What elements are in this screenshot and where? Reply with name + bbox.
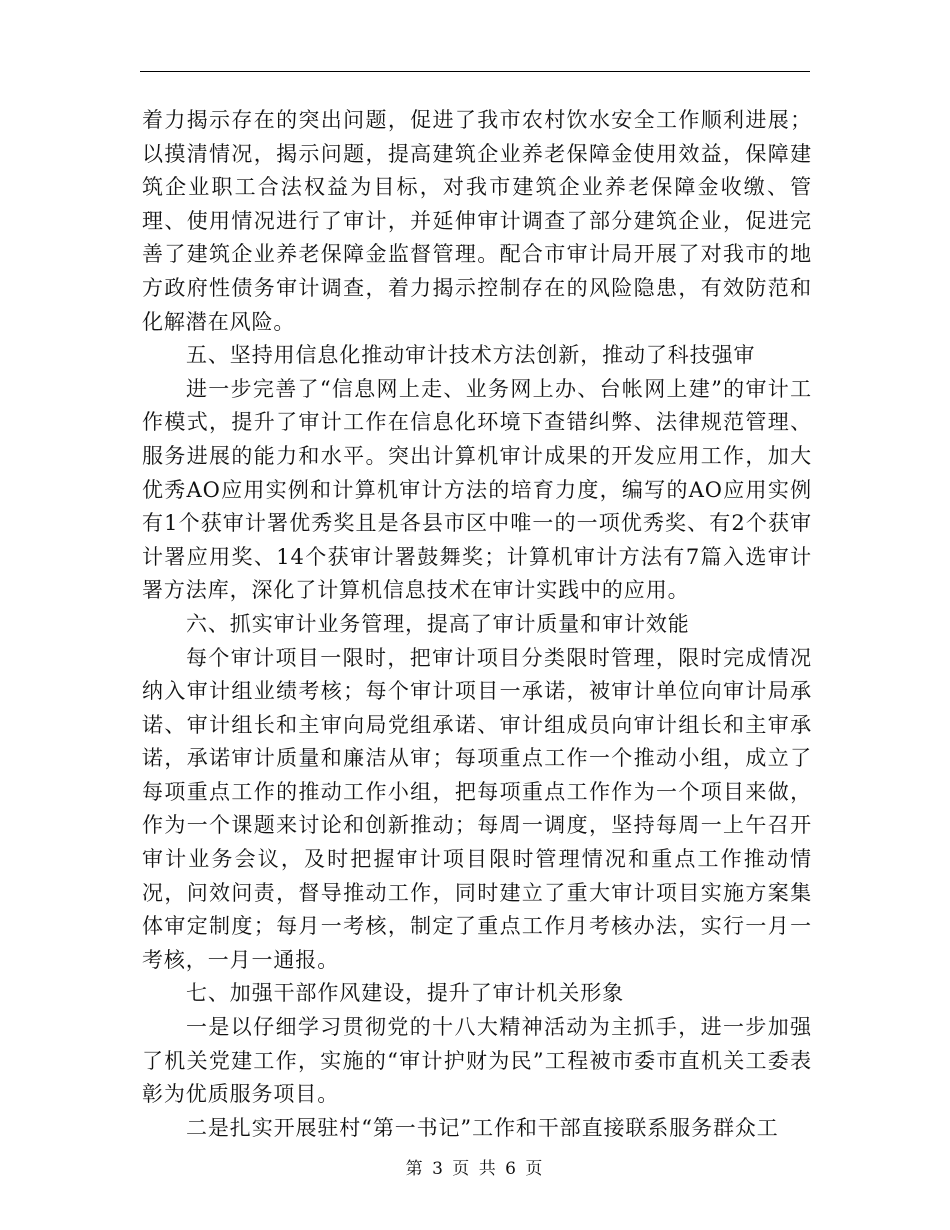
section-heading-7: 七、加强干部作风建设，提升了审计机关形象 <box>186 981 624 1006</box>
paragraph-3: 每个审计项目一限时，把审计项目分类限时管理，限时完成情况纳入审计组业绩考核；每个审计项目一承诺，被审计单位向审计局承诺、审计组长和主审向局党组承诺、审计组成员向审计组长和主审承诺，承诺审计质量和廉洁从审；每项重点工作一个推动小组，成立了每项重点工作的推动工作小组，把每项重点工作作为一个项目来做，作为一个课题来讨论和创新推动；每周一调度，坚持每周一上午召开审计业务会议，及时把握审计项目限时管理情况和重点工作推动情况，问效问责，督导推动工作，同时建立了重大审计项目实施方案集体审定制度；每月一考核，制定了重点工作月考核办法，实行一月一考核，一月一通报。 <box>142 645 812 972</box>
section-heading-5: 五、坚持用信息化推动审计技术方法创新，推动了科技强审 <box>186 343 756 368</box>
header-rule <box>140 71 810 72</box>
section-heading-6: 六、抓实审计业务管理，提高了审计质量和审计效能 <box>186 611 690 636</box>
paragraph-1: 着力揭示存在的突出问题，促进了我市农村饮水安全工作顺利进展；以摸清情况，揭示问题，提高建筑企业养老保障金使用效益，保障建筑企业职工合法权益为目标，对我市建筑企业养老保障金收缴、管理、使用情况进行了审计，并延伸审计调查了部分建筑企业，促进完善了建筑企业养老保障金监督管理。配合市审计局开展了对我市的地方政府性债务审计调查，着力揭示控制存在的风险隐患，有效防范和化解潜在风险。 <box>142 108 812 334</box>
document-body <box>142 104 812 1145</box>
paragraph-2: 进一步完善了“信息网上走、业务网上办、台帐网上建”的审计工作模式，提升了审计工作在信息化环境下查错纠弊、法律规范管理、服务进展的能力和水平。突出计算机审计成果的开发应用工作，加大优秀AO应用实例和计算机审计方法的培育力度，编写的AO应用实例有1个获审计署优秀奖且是各县市区中唯一的一项优秀奖、有2个获审计署应用奖、14个获审计署鼓舞奖；计算机审计方法有7篇入选审计署方法库，深化了计算机信息技术在审计实践中的应用。 <box>142 376 812 603</box>
paragraph-5: 二是扎实开展驻村“第一书记”工作和干部直接联系服务群众工 <box>186 1115 779 1140</box>
page-number-footer: 第 3 页 共 6 页 <box>405 1159 545 1179</box>
paragraph-4: 一是以仔细学习贯彻党的十八大精神活动为主抓手，进一步加强了机关党建工作，实施的“审计护财为民”工程被市委市直机关工委表彰为优质服务项目。 <box>142 1015 812 1107</box>
